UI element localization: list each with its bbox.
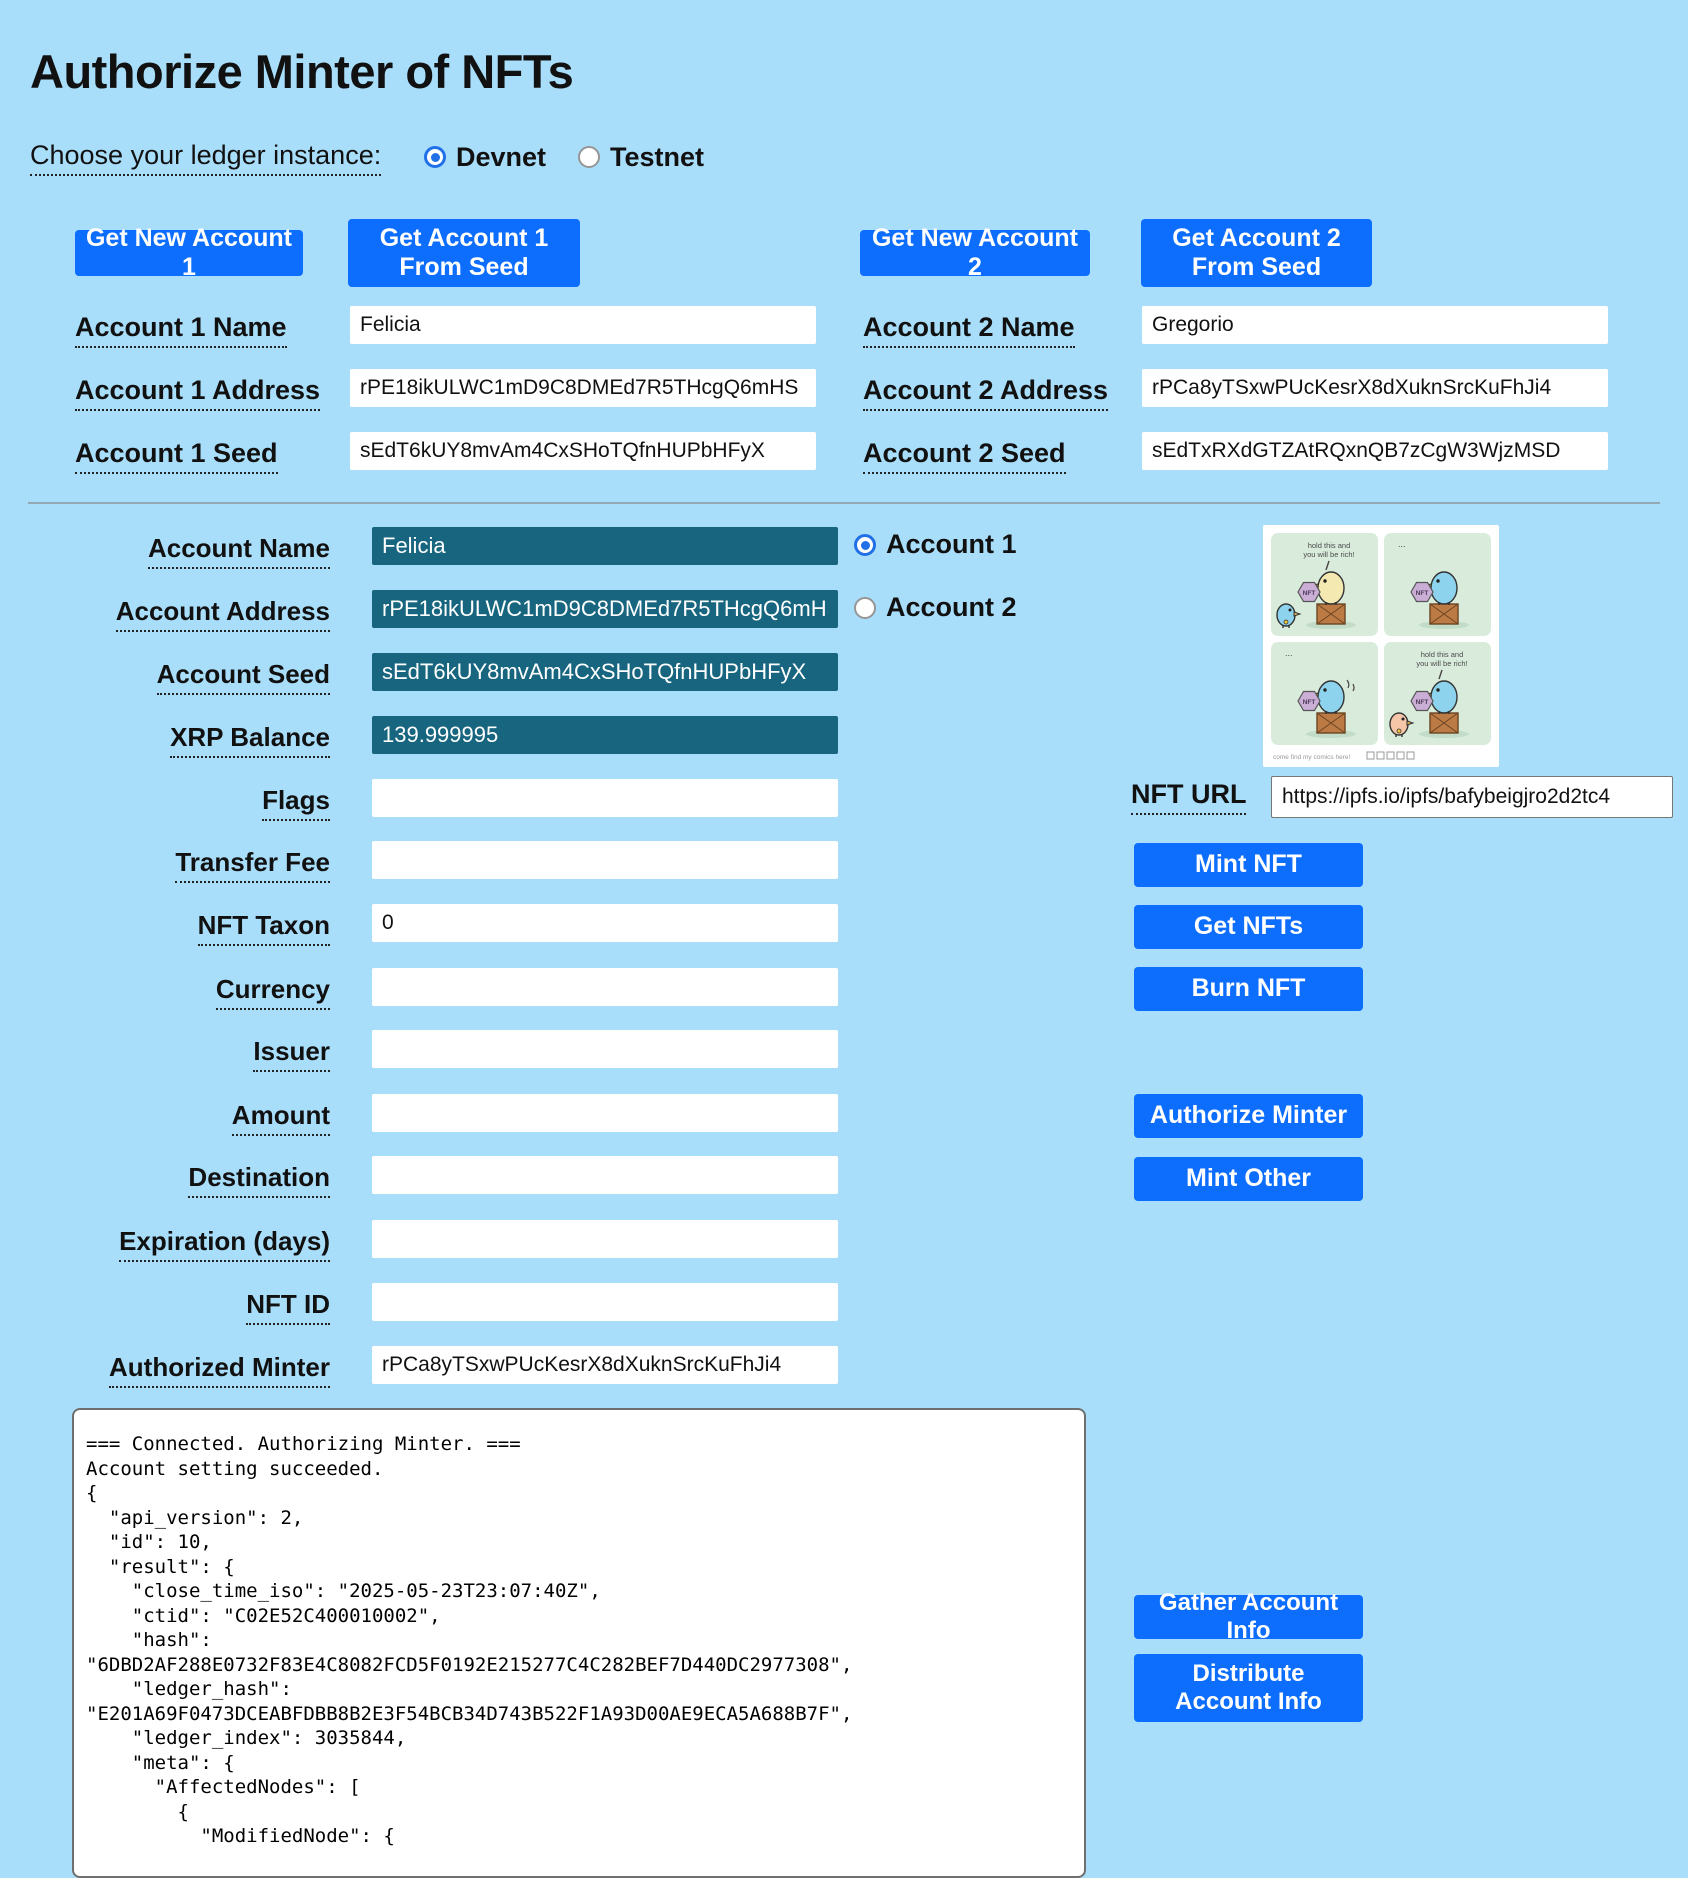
transfer-fee-label: Transfer Fee bbox=[175, 847, 330, 883]
currency-label: Currency bbox=[216, 974, 330, 1010]
account2-seed-label: Account 2 Seed bbox=[863, 438, 1066, 474]
testnet-label: Testnet bbox=[610, 142, 705, 172]
devnet-radio[interactable] bbox=[424, 146, 446, 168]
svg-text:NFT: NFT bbox=[1302, 699, 1316, 706]
issuer-input[interactable] bbox=[372, 1030, 838, 1068]
expiration-days-input[interactable] bbox=[372, 1220, 838, 1258]
nft-id-input[interactable] bbox=[372, 1283, 838, 1321]
svg-text:NFT: NFT bbox=[1415, 590, 1429, 597]
account1-radio[interactable] bbox=[854, 534, 876, 556]
destination-input[interactable] bbox=[372, 1156, 838, 1194]
account2-radio-label: Account 2 bbox=[886, 592, 1017, 622]
account1-name-label: Account 1 Name bbox=[75, 312, 287, 348]
nft-taxon-input[interactable] bbox=[372, 904, 838, 942]
account1-name-input[interactable] bbox=[350, 306, 816, 344]
xrp-balance-label: XRP Balance bbox=[170, 722, 330, 758]
xrp-balance-input[interactable] bbox=[372, 716, 838, 754]
flags-label: Flags bbox=[262, 785, 330, 821]
flags-input[interactable] bbox=[372, 779, 838, 817]
svg-text:...: ... bbox=[1285, 648, 1293, 658]
account2-radio[interactable] bbox=[854, 597, 876, 619]
account2-name-input[interactable] bbox=[1142, 306, 1608, 344]
ledger-instance-label: Choose your ledger instance: bbox=[30, 140, 381, 176]
get-account2-from-seed-button[interactable]: Get Account 2 From Seed bbox=[1141, 219, 1372, 287]
get-new-account2-button[interactable]: Get New Account 2 bbox=[860, 230, 1090, 276]
account-seed-label: Account Seed bbox=[157, 659, 330, 695]
svg-text:you will be rich!: you will be rich! bbox=[1303, 550, 1355, 559]
devnet-label: Devnet bbox=[456, 142, 547, 172]
account-seed-input[interactable] bbox=[372, 653, 838, 691]
nft-hexagon-icon bbox=[1298, 692, 1320, 711]
account1-seed-input[interactable] bbox=[350, 432, 816, 470]
svg-text:NFT: NFT bbox=[1415, 699, 1429, 706]
authorize-minter-button[interactable]: Authorize Minter bbox=[1134, 1094, 1363, 1138]
nft-url-label: NFT URL bbox=[1131, 779, 1246, 815]
account-name-input[interactable] bbox=[372, 527, 838, 565]
svg-text:hold this and: hold this and bbox=[1307, 541, 1351, 550]
svg-text:you will be rich!: you will be rich! bbox=[1416, 659, 1468, 668]
get-account1-from-seed-button[interactable]: Get Account 1 From Seed bbox=[348, 219, 580, 287]
authorized-minter-label: Authorized Minter bbox=[109, 1352, 330, 1388]
distribute-account-info-button[interactable]: Distribute Account Info bbox=[1134, 1654, 1363, 1722]
account1-radio-label: Account 1 bbox=[886, 529, 1017, 559]
results-textarea[interactable] bbox=[72, 1408, 1086, 1878]
svg-text:...: ... bbox=[1398, 539, 1406, 549]
mint-nft-button[interactable]: Mint NFT bbox=[1134, 843, 1363, 887]
issuer-label: Issuer bbox=[253, 1036, 330, 1072]
authorized-minter-input[interactable] bbox=[372, 1346, 838, 1384]
gather-account-info-button[interactable]: Gather Account Info bbox=[1134, 1595, 1363, 1639]
svg-text:hold this and: hold this and bbox=[1420, 650, 1464, 659]
amount-label: Amount bbox=[232, 1100, 330, 1136]
nft-hexagon-icon bbox=[1298, 583, 1320, 602]
account1-address-label: Account 1 Address bbox=[75, 375, 320, 411]
account2-seed-input[interactable] bbox=[1142, 432, 1608, 470]
svg-text:come find my comics here!: come find my comics here! bbox=[1273, 754, 1351, 761]
currency-input[interactable] bbox=[372, 968, 838, 1006]
destination-label: Destination bbox=[188, 1162, 330, 1198]
nft-url-input[interactable] bbox=[1271, 776, 1673, 818]
nft-hexagon-icon bbox=[1411, 692, 1433, 711]
nft-hexagon-icon bbox=[1411, 583, 1433, 602]
account-address-input[interactable] bbox=[372, 590, 838, 628]
amount-input[interactable] bbox=[372, 1094, 838, 1132]
page-title: Authorize Minter of NFTs bbox=[30, 45, 574, 98]
get-nfts-button[interactable]: Get NFTs bbox=[1134, 905, 1363, 949]
account-name-label: Account Name bbox=[148, 533, 330, 569]
mint-other-button[interactable]: Mint Other bbox=[1134, 1157, 1363, 1201]
nft-comic-image bbox=[1263, 525, 1499, 767]
account-address-label: Account Address bbox=[116, 596, 330, 632]
account1-address-input[interactable] bbox=[350, 369, 816, 407]
nft-taxon-label: NFT Taxon bbox=[198, 910, 330, 946]
get-new-account1-button[interactable]: Get New Account 1 bbox=[75, 230, 303, 276]
testnet-radio[interactable] bbox=[578, 146, 600, 168]
nft-id-label: NFT ID bbox=[246, 1289, 330, 1325]
expiration-days-label: Expiration (days) bbox=[119, 1226, 330, 1262]
account1-seed-label: Account 1 Seed bbox=[75, 438, 278, 474]
section-divider bbox=[28, 502, 1660, 504]
transfer-fee-input[interactable] bbox=[372, 841, 838, 879]
account2-address-label: Account 2 Address bbox=[863, 375, 1108, 411]
burn-nft-button[interactable]: Burn NFT bbox=[1134, 967, 1363, 1011]
account2-name-label: Account 2 Name bbox=[863, 312, 1075, 348]
account2-address-input[interactable] bbox=[1142, 369, 1608, 407]
svg-text:NFT: NFT bbox=[1302, 590, 1316, 597]
